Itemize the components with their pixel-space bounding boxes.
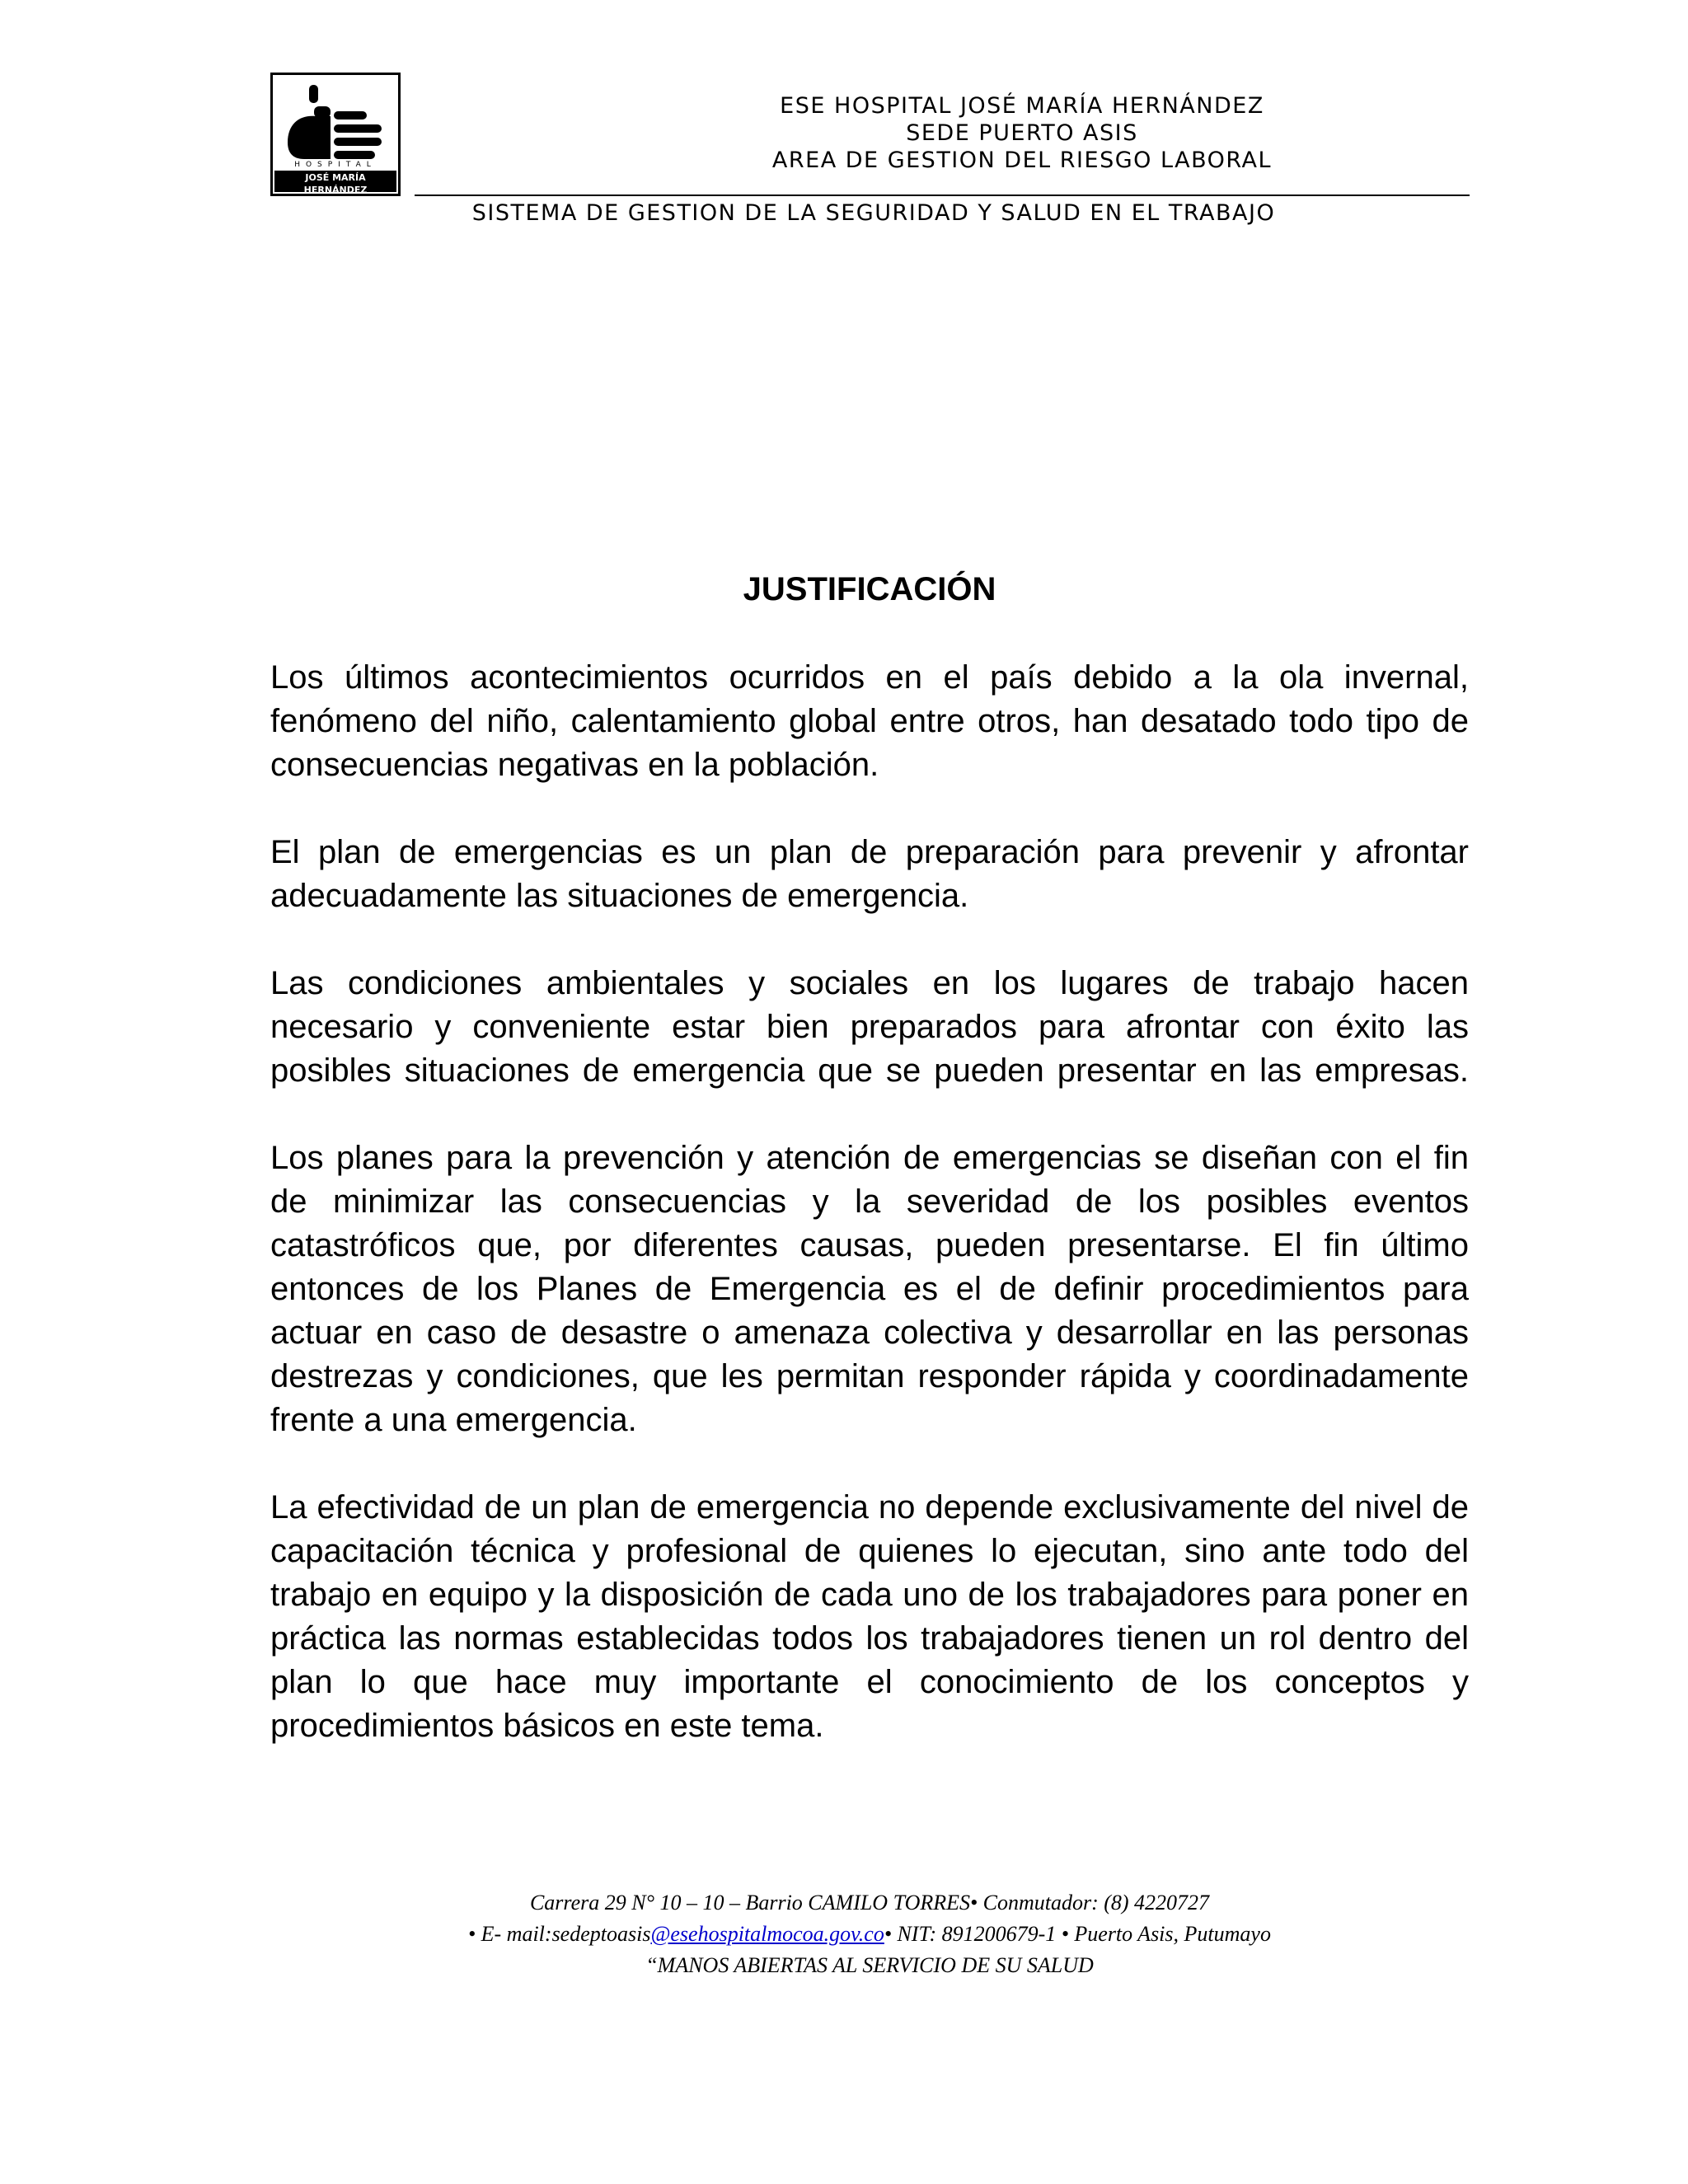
footer-email-prefix: E- mail:sedeptoasis xyxy=(476,1922,651,1946)
paragraph-4: Los planes para la prevención y atención de emergencias se diseñan con el fin de minimizar las consecuencias y la severidad de los posibles eventos catastróficos que, por diferentes causas, pueden presentarse. El fin último entonces de los Planes de Emergencia es el de definir procedimientos para actuar en caso de desastre o amenaza colectiva y desarrollar en las personas destrezas y condiciones, que les permitan responder rápida y coordinadamente frente a una emergencia. xyxy=(270,1140,1469,1438)
header-title-block xyxy=(462,92,1582,174)
header-system-name: SISTEMA DE GESTION DE LA SEGURIDAD Y SALUD EN EL TRABAJO xyxy=(471,200,1276,226)
paragraph-3: Las condiciones ambientales y sociales en los lugares de trabajo hacen necesario y conveniente estar bien preparados para afrontar con éxito las posibles situaciones de emergencia que se pueden presentar en las empresas. xyxy=(270,965,1469,1089)
paragraph-2: El plan de emergencias es un plan de preparación para prevenir y afrontar adecuadamente las situaciones de emergencia. xyxy=(270,834,1469,914)
logo-subtitle-text: EMPRESA SOCIAL DEL ESTADO xyxy=(298,196,373,201)
footer-location: Puerto Asis, Putumayo xyxy=(1068,1922,1271,1946)
footer-address: Carrera 29 N° 10 – 10 – Barrio CAMILO TORRES xyxy=(529,1891,970,1915)
footer-phone: Conmutador: (8) 4220727 xyxy=(978,1891,1210,1915)
paragraph-5: La efectividad de un plan de emergencia no depende exclusivamente del nivel de capacitación técnica y profesional de quienes lo ejecutan, sino ante todo del trabajo en equipo y la disposición de cada uno de los trabajadores para poner en práctica las normas establecidas todos los trabajadores tienen un rol dentro del plan lo que hace muy importante el conocimiento de los conceptos y procedimientos básicos en este tema. xyxy=(270,1489,1469,1744)
bullet-icon: • xyxy=(1061,1922,1069,1946)
footer-motto: “MANOS ABIERTAS AL SERVICIO DE SU SALUD xyxy=(645,1953,1094,1977)
header-hospital-name: ESE HOSPITAL JOSÉ MARÍA HERNÁNDEZ xyxy=(780,93,1264,119)
header-area-name: AREA DE GESTION DEL RIESGO LABORAL xyxy=(771,148,1273,173)
footer-line-contact xyxy=(247,1919,1492,1950)
page-footer xyxy=(247,1887,1492,1981)
paragraph-1: Los últimos acontecimientos ocurridos en el país debido a la ola invernal, fenómeno del niño, calentamiento global entre otros, han desatado todo tipo de consecuencias negativas en la población. xyxy=(270,659,1469,783)
header-divider xyxy=(415,194,1470,196)
header-site-name: SEDE PUERTO ASIS xyxy=(906,120,1138,146)
bullet-icon: • xyxy=(468,1922,476,1946)
bullet-icon: • xyxy=(970,1891,978,1915)
open-hand-logo-icon xyxy=(276,78,396,169)
logo-name-text: JOSÉ MARÍA HERNÁNDEZ xyxy=(303,172,368,195)
footer-nit: NIT: 891200679-1 xyxy=(891,1922,1062,1946)
document-body xyxy=(270,656,1469,1748)
footer-email-link[interactable]: @esehospitalmocoa.gov.co xyxy=(650,1922,884,1946)
logo-name-band xyxy=(274,171,396,201)
document-title: JUSTIFICACIÓN xyxy=(743,571,996,607)
bullet-icon: • xyxy=(884,1922,892,1946)
footer-line-address xyxy=(247,1887,1492,1919)
logo-hospital-text: HOSPITAL xyxy=(294,161,377,169)
hospital-logo xyxy=(270,73,401,201)
